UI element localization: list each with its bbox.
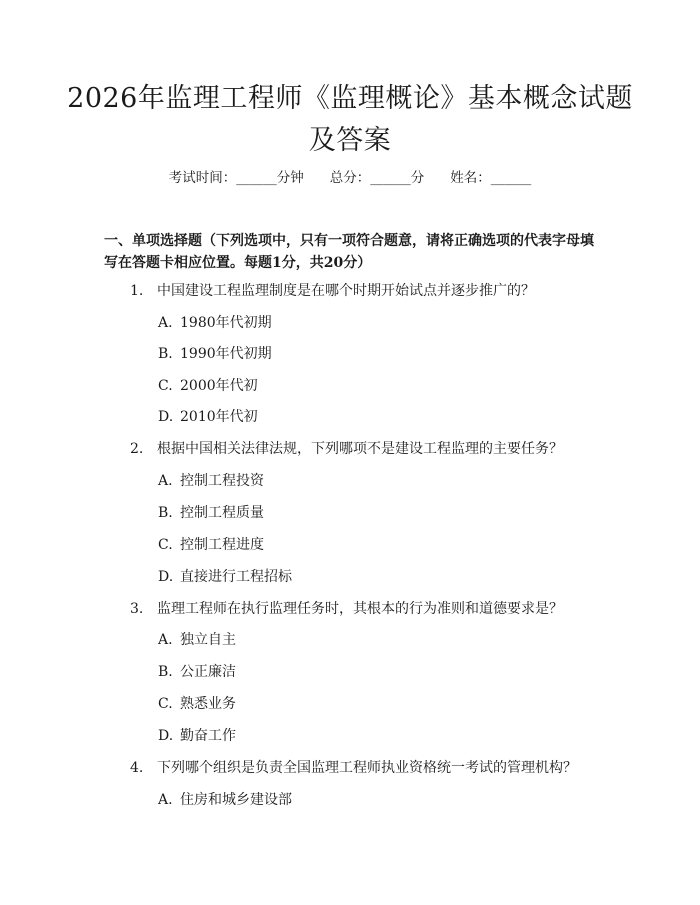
question-number: 3.	[130, 601, 144, 617]
option-text: 公正廉洁	[180, 664, 236, 680]
option-2-a	[158, 471, 264, 491]
option-text: 2010年代初	[180, 409, 258, 425]
option-text: 独立自主	[180, 632, 236, 648]
option-letter: D.	[158, 728, 174, 744]
option-text: 熟悉业务	[180, 696, 236, 712]
document-title: 2026年监理工程师《监理概论》基本概念试题及答案	[67, 83, 633, 156]
option-3-d	[158, 726, 236, 746]
question-text: 中国建设工程监理制度是在哪个时期开始试点并逐步推广的？	[157, 283, 535, 299]
option-letter: D.	[158, 409, 174, 425]
option-letter: B.	[158, 664, 173, 680]
question-text: 根据中国相关法律法规，下列哪项不是建设工程监理的主要任务？	[157, 441, 563, 457]
option-letter: B.	[158, 505, 173, 521]
exam-time-label: 考试时间：______分钟	[168, 170, 304, 186]
option-text: 控制工程进度	[180, 537, 264, 553]
option-text: 住房和城乡建设部	[180, 792, 292, 808]
question-number: 2.	[130, 441, 144, 457]
option-letter: C.	[158, 537, 173, 553]
option-1-d	[158, 407, 258, 427]
question-number: 4.	[130, 760, 144, 776]
option-text: 控制工程投资	[180, 473, 264, 489]
question-number: 1.	[130, 283, 144, 299]
exam-info	[0, 168, 700, 188]
option-text: 1980年代初期	[180, 315, 272, 331]
option-4-a	[158, 790, 292, 810]
option-letter: A.	[158, 632, 173, 648]
option-letter: A.	[158, 792, 173, 808]
question-text: 下列哪个组织是负责全国监理工程师执业资格统一考试的管理机构？	[157, 760, 577, 776]
option-1-a	[158, 313, 272, 333]
name-label: 姓名：______	[450, 170, 532, 186]
option-text: 勤奋工作	[180, 728, 236, 744]
option-text: 控制工程质量	[180, 505, 264, 521]
option-text: 直接进行工程招标	[180, 569, 292, 585]
option-1-c	[158, 376, 258, 396]
option-3-b	[158, 662, 236, 682]
section-heading: 一、单项选择题（下列选项中，只有一项符合题意，请将正确选项的代表字母填写在答题卡相应位置。每题1分，共20分）	[104, 233, 594, 271]
option-text: 1990年代初期	[180, 346, 272, 362]
option-text: 2000年代初	[180, 378, 258, 394]
option-letter: A.	[158, 315, 173, 331]
option-letter: B.	[158, 346, 173, 362]
option-2-d	[158, 567, 292, 587]
option-letter: D.	[158, 569, 174, 585]
option-2-b	[158, 503, 264, 523]
option-letter: C.	[158, 696, 173, 712]
total-score-label: 总分：______分	[329, 170, 425, 186]
option-3-a	[158, 630, 236, 650]
option-2-c	[158, 535, 264, 555]
question-text: 监理工程师在执行监理任务时，其根本的行为准则和道德要求是？	[157, 601, 563, 617]
option-letter: A.	[158, 473, 173, 489]
option-3-c	[158, 694, 236, 714]
option-1-b	[158, 344, 272, 364]
option-letter: C.	[158, 378, 173, 394]
